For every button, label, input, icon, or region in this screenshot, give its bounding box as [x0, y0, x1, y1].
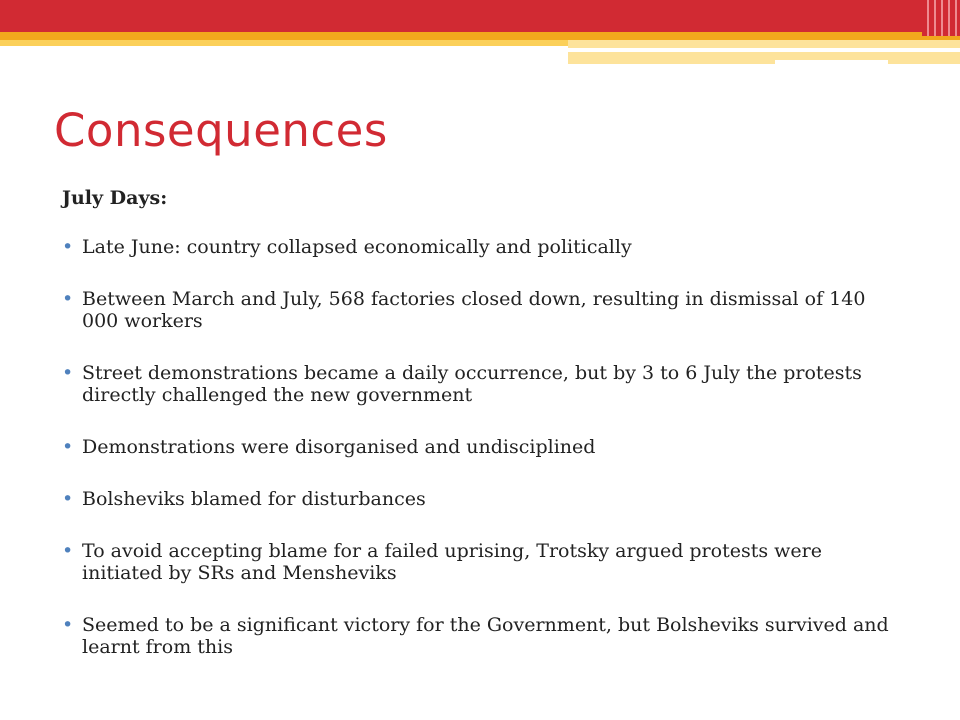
- header-red-band: [0, 0, 960, 32]
- bullet-icon: •: [62, 540, 74, 562]
- bullet-icon: •: [62, 288, 74, 310]
- bullet-item: [62, 436, 892, 458]
- slide-subhead: July Days:: [62, 187, 168, 209]
- bullet-text: Between March and July, 568 factories closed down, resulting in dismissal of 140 000 workers: [82, 288, 866, 332]
- bullet-text: Seemed to be a significant victory for the Government, but Bolsheviks survived and learnt from this: [82, 614, 889, 658]
- bullet-text: Bolsheviks blamed for disturbances: [82, 488, 426, 510]
- header-yellow-band: [0, 40, 568, 46]
- header-orange-band: [0, 32, 960, 40]
- bullet-icon: •: [62, 436, 74, 458]
- bullet-text: Late June: country collapsed economically and politically: [82, 236, 632, 258]
- slide-content: [62, 186, 892, 688]
- bullet-icon: •: [62, 236, 74, 258]
- bullet-item: [62, 614, 892, 658]
- slide-title: Consequences: [54, 104, 388, 157]
- bullet-list: [62, 236, 892, 658]
- bullet-item: [62, 236, 892, 258]
- header-yellow-band-lower: [568, 52, 960, 64]
- bullet-icon: •: [62, 362, 74, 384]
- bullet-text: Demonstrations were disorganised and undisciplined: [82, 436, 596, 458]
- bullet-icon: •: [62, 614, 74, 636]
- bullet-item: [62, 362, 892, 406]
- header-white-line: [775, 60, 888, 64]
- bullet-icon: •: [62, 488, 74, 510]
- bullet-text: To avoid accepting blame for a failed uprising, Trotsky argued protests were initiated by SRs and Mensheviks: [82, 540, 822, 584]
- header-yellow-band-right: [568, 40, 960, 48]
- bullet-text: Street demonstrations became a daily occurrence, but by 3 to 6 July the protests directly challenged the new government: [82, 362, 862, 406]
- header-stripes: [922, 0, 960, 36]
- bullet-item: [62, 540, 892, 584]
- bullet-item: [62, 488, 892, 510]
- bullet-item: [62, 288, 892, 332]
